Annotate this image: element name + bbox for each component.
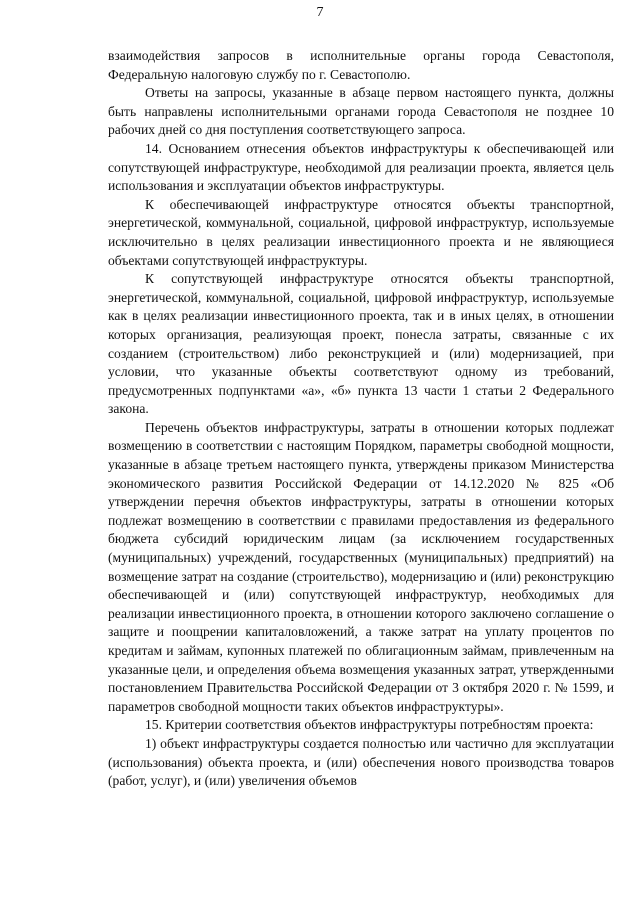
paragraph-continuation: взаимодействия запросов в исполнительные органы города Севастополя, Федеральную налоговую службу по г. Севастополю. [108, 48, 614, 82]
paragraph-item-14: 14. Основанием отнесения объектов инфраструктуры к обеспечивающей или сопутствующей инфраструктуре, необходимой для реализации проекта, является цель использования и эксплуатации объектов инфраструктуры. [108, 140, 614, 194]
paragraph-item-15: 15. Критерии соответствия объектов инфраструктуры потребностям проекта: [145, 717, 594, 733]
paragraph-infrastructure-list: Перечень объектов инфраструктуры, затраты в отношении которых подлежат возмещению в соответствии с настоящим Порядком, параметры свободной мощности, указанные в абзаце третьем настоящего пункта, утверждены приказом Министерства экономического развития Российской Федерации от 14.12.2020 № 825 «Об утверждении перечня объектов инфраструктуры, затраты в отношении которых подлежат возмещению в соответствии с правилами предоставления из федерального бюджета субсидий юридическим лицам (за исключением государственных (муниципальных) учреждений, государственных (муниципальных) предприятий) на возмещение затрат на создание (строительство), модернизацию и (или) реконструкцию обеспечивающей и (или) сопутствующей инфраструктур, необходимых для реализации инвестиционного проекта, в отношении которого заключено соглашение о защите и поощрении капиталовложений, а также затрат на уплату процентов по кредитам и займам, купонных платежей по облигационным займам, привлеченным на указанные цели, и определения объема возмещения указанных затрат, утвержденными постановлением Правительства Российской Федерации от 3 октября 2020 г. № 1599, и параметров свободной мощности таких объектов инфраструктуры». [108, 419, 614, 714]
paragraph-criterion-1: 1) объект инфраструктуры создается полностью или частично для эксплуатации (использования) объекта проекта, и (или) обеспечения нового производства товаров (работ, услуг), и (или) увеличения объемов [108, 735, 614, 789]
paragraph-supporting-infrastructure: К обеспечивающей инфраструктуре относятся объекты транспортной, энергетической, коммунальной, социальной, цифровой инфраструктур, используемые исключительно в целях реализации инвестиционного проекта и не являющиеся объектами сопутствующей инфраструктуры. [108, 196, 614, 268]
paragraph-accompanying-infrastructure: К сопутствующей инфраструктуре относятся объекты транспортной, энергетической, коммунальной, социальной, цифровой инфраструктур, используемые как в целях реализации инвестиционного проекта, так и в иных целях, в отношении которых организация, реализующая проект, понесла затраты, связанные с их созданием (строительством) либо реконструкцией и (или) модернизацией, при условии, что указанные объекты соответствуют одному из требований, предусмотренных подпунктами «а», «б» пункта 13 части 1 статьи 2 Федерального закона. [108, 271, 614, 417]
document-body [108, 47, 614, 791]
paragraph-responses-deadline: Ответы на запросы, указанные в абзаце первом настоящего пункта, должны быть направлены исполнительными органами города Севастополя не позднее 10 рабочих дней со дня поступления соответствующего запроса. [108, 85, 614, 138]
page-number: 7 [316, 5, 324, 20]
